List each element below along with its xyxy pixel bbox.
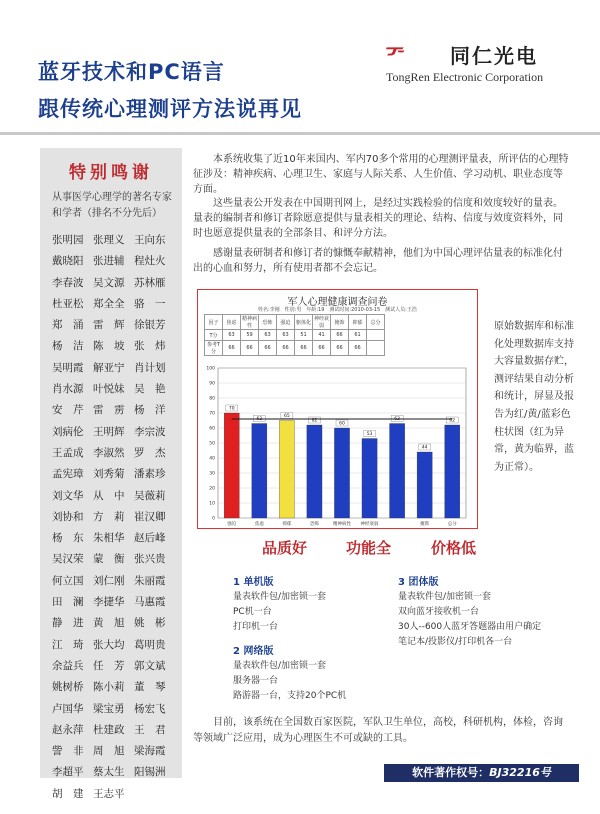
usage-paragraph: 目前，该系统在全国数百家医院，军队卫生单位，高校，科研机构，体检，咨询等领域广泛应用，成为心理医生不可或缺的工具。	[193, 717, 563, 744]
intro-paragraph-1: 本系统收集了近10年来国内、军内70多个常用的心理测评量表，所评估的心理特征涉及：精神疾病、心理卫生、家庭与人际关系、人生价值、学习动机、职业态度等方面。	[193, 154, 569, 195]
expert-name: 解亚宁	[93, 361, 125, 374]
expert-name: 阳锡洲	[134, 766, 166, 779]
name-row	[52, 722, 182, 743]
expert-name: 肖水源	[52, 383, 84, 396]
table-cell: 59	[241, 330, 259, 341]
name-row	[52, 445, 182, 466]
table-cell: 66	[331, 341, 349, 356]
table-cell: 66	[313, 341, 331, 356]
expert-name: 杨 洁	[52, 340, 84, 353]
value-label: 62	[311, 418, 318, 424]
copyright-label: 软件著作权号：	[412, 766, 490, 779]
name-row	[52, 658, 182, 679]
expert-name: 杨 洋	[134, 404, 166, 417]
table-cell: 抑郁	[349, 315, 367, 330]
expert-name: 王志平	[93, 787, 125, 800]
copyright-text	[384, 764, 579, 782]
value-label: 44	[421, 445, 428, 451]
expert-name: 蒙 衡	[93, 553, 125, 566]
y-tick-label: 80	[209, 396, 215, 402]
table-cell: 66	[259, 341, 277, 356]
edition-single-item: 打印机一台	[233, 622, 279, 632]
expert-name: 雷 雳	[93, 404, 125, 417]
headline-line2: 跟传统心理测评方法说再见	[38, 97, 302, 121]
slogan-price: 价格低	[431, 539, 477, 557]
edition-network-item: 服务器一台	[233, 676, 279, 686]
expert-name: 李捷华	[93, 596, 125, 609]
expert-name-list	[52, 232, 182, 807]
expert-name: 潘素珍	[134, 468, 166, 481]
table-cell: 51	[295, 330, 313, 341]
name-row	[52, 743, 182, 764]
name-row	[52, 253, 182, 274]
bar	[445, 425, 460, 518]
expert-name: 罗 杰	[134, 446, 166, 459]
expert-name: 刘文华	[52, 489, 84, 502]
name-row	[52, 275, 182, 296]
value-label: 63	[394, 416, 400, 422]
edition-group-item: 笔记本/投影仪/打印机各一台	[398, 637, 513, 647]
y-tick-label: 50	[209, 441, 215, 447]
expert-name: 张 炜	[134, 340, 166, 353]
edition-group-item: 双向蓝牙接收机一台	[398, 607, 480, 617]
expert-name: 杜建政	[93, 723, 125, 736]
x-tick-label: 精神病性	[333, 522, 351, 527]
tongren-logo-icon	[386, 38, 446, 68]
expert-name: 王孟成	[52, 446, 84, 459]
x-tick-label: 总分	[447, 522, 457, 527]
name-row	[52, 764, 182, 785]
table-cell: 强迫	[277, 315, 295, 330]
expert-name: 蔡太生	[93, 766, 125, 779]
expert-name: 张兴贵	[134, 553, 166, 566]
table-cell: 躯体化	[295, 315, 313, 330]
expert-name: 卢国华	[52, 702, 84, 715]
y-tick-label: 70	[209, 411, 215, 417]
y-tick-label: 40	[209, 456, 215, 462]
table-cell: 66	[223, 341, 241, 356]
expert-name: 马惠霞	[134, 596, 166, 609]
expert-name: 王 君	[134, 723, 166, 736]
edition-network-title: 2 网络版	[233, 646, 274, 657]
expert-name: 葛明贵	[134, 638, 166, 651]
value-label: 63	[256, 416, 263, 422]
expert-name: 李淑然	[93, 446, 125, 459]
expert-name: 刘协和	[52, 510, 84, 523]
expert-name: 雷 辉	[93, 319, 125, 332]
name-row	[52, 615, 182, 636]
expert-name: 刘秀菊	[93, 468, 125, 481]
expert-name: 李宗波	[134, 425, 166, 438]
bar	[307, 425, 322, 518]
expert-name: 余益兵	[52, 659, 84, 672]
x-tick-label: 抑郁	[282, 522, 292, 527]
name-row	[52, 679, 182, 700]
expert-name: 张进辅	[93, 255, 125, 268]
expert-name: 徐银芳	[134, 319, 166, 332]
table-cell: 恐怖	[259, 315, 277, 330]
expert-name: 任 芳	[93, 659, 125, 672]
name-row	[52, 381, 182, 402]
slogan-function: 功能全	[346, 539, 392, 557]
table-cell: 参考T分	[205, 341, 223, 356]
expert-name: 王向东	[134, 234, 166, 246]
expert-name: 胡 建	[52, 787, 84, 800]
name-row	[52, 296, 182, 317]
expert-name: 张理义	[93, 234, 125, 246]
score-bar-chart	[198, 290, 477, 528]
expert-name: 何立国	[52, 574, 84, 587]
expert-name: 刘仁刚	[93, 574, 125, 587]
expert-name: 杨 东	[52, 532, 84, 545]
slogan-quality: 品质好	[262, 539, 308, 557]
table-cell: 神经衰弱	[313, 316, 329, 329]
table-cell: 总分	[367, 315, 385, 330]
thanks-note: 从事医学心理学的著名专家和学者（排名不分先后）	[52, 192, 172, 219]
expert-name: 郑 涌	[52, 319, 84, 332]
edition-group-title: 3 团体版	[398, 577, 439, 588]
expert-name: 朱丽霞	[134, 574, 166, 587]
logo-name: 同仁光电	[450, 44, 538, 68]
bar	[279, 421, 294, 519]
value-label: 60	[339, 421, 345, 427]
y-tick-label: 20	[209, 486, 215, 492]
value-label: 53	[366, 431, 373, 437]
expert-name: 方 莉	[93, 510, 125, 523]
expert-name: 訾 非	[52, 745, 84, 758]
bar	[334, 428, 349, 518]
name-row	[52, 488, 182, 509]
table-cell: 66	[277, 341, 295, 356]
expert-name: 吴文源	[93, 276, 125, 289]
value-label: 62	[449, 418, 456, 424]
name-row	[52, 360, 182, 381]
table-cell: 41	[313, 330, 331, 341]
y-tick-label: 60	[209, 426, 215, 432]
table-cell: T分	[205, 330, 223, 341]
header-divider	[0, 132, 600, 135]
table-cell: 66	[331, 330, 349, 341]
expert-name: 杜亚松	[52, 297, 84, 310]
report-title: 军人心理健康调查问卷	[287, 297, 388, 308]
name-row	[52, 701, 182, 722]
intro-paragraph-2: 这些量表公开发表在中国期刊网上，是经过实践检验的信度和效度较好的量表。量表的编制者和修订者除愿意提供与量表相关的理论、结构、信度与效度资料外，同时也愿意提供量表的全部条目、和评分方法。	[193, 198, 563, 239]
expert-name: 崔汉卿	[134, 510, 166, 523]
expert-name: 董 琴	[134, 681, 166, 694]
expert-name: 赵后峰	[134, 532, 166, 545]
name-row	[52, 551, 182, 572]
expert-name: 叶悦妹	[93, 383, 125, 396]
bar	[224, 413, 239, 518]
expert-name: 陈小莉	[93, 681, 125, 694]
chart-description: 原始数据库和标准化处理数据库支持大容量数据存贮，测评结果自动分析和统计，屏显及报告为红/黄/蓝彩色柱状图（红为异常，黄为临界，蓝为正常）。	[494, 321, 574, 473]
name-row	[52, 637, 182, 658]
edition-single-title: 1 单机版	[233, 577, 274, 588]
table-cell: 61	[349, 330, 367, 341]
expert-name: 周 旭	[93, 745, 125, 758]
expert-name: 陈 坡	[93, 340, 125, 353]
name-row	[52, 573, 182, 594]
value-label: 65	[284, 413, 290, 419]
expert-name: 朱相华	[93, 532, 125, 545]
expert-name: 赵永萍	[52, 723, 84, 736]
report-chart-panel	[197, 289, 478, 529]
x-tick-label: 掩饰	[420, 522, 430, 527]
expert-name: 黄 旭	[93, 617, 125, 630]
table-cell: 66	[295, 341, 313, 356]
expert-name: 吴明霞	[52, 361, 84, 374]
expert-name: 肖计划	[134, 361, 166, 374]
table-cell: 66	[349, 341, 367, 356]
table-cell: 63	[223, 330, 241, 341]
bar	[252, 424, 267, 519]
bar	[417, 452, 432, 518]
expert-name: 孟宪璋	[52, 468, 84, 481]
expert-name: 田 澜	[52, 596, 84, 609]
table-cell: 掩饰	[331, 315, 349, 330]
expert-name: 吴薇莉	[134, 489, 166, 502]
logo-english: TongRen Electronic Corporation	[386, 70, 544, 84]
edition-group-item: 量表软件包/加密锁一套	[398, 592, 492, 602]
expert-name: 李超平	[52, 766, 84, 779]
bar	[390, 424, 405, 519]
expert-name: 江 琦	[52, 638, 84, 651]
table-cell: 焦虑	[223, 315, 241, 330]
intro-paragraph-3: 感谢量表研制者和修订者的慷慨奉献精神，他们为中国心理评估量表的标准化付出的心血和努力，所有使用者都不会忘记。	[193, 248, 563, 274]
expert-name: 王明辉	[93, 425, 125, 438]
name-row	[52, 466, 182, 487]
y-tick-label: 30	[209, 471, 215, 477]
expert-name: 从 中	[93, 489, 125, 502]
expert-name: 苏林雁	[134, 276, 166, 289]
edition-network-item: 路游器一台，支持20个PC机	[233, 691, 347, 701]
name-row	[52, 424, 182, 445]
thanks-heading: 特别鸣谢	[69, 163, 153, 183]
x-tick-label: 神经衰弱	[360, 522, 379, 527]
y-tick-label: 90	[209, 381, 215, 387]
name-row	[52, 317, 182, 338]
table-cell: 63	[277, 330, 295, 341]
report-subtitle: 姓名:李刚 性别:男 年龄:19 测试时间:2010-03-15 测试人员:王浩	[258, 307, 417, 313]
y-tick-label: 10	[209, 501, 215, 507]
expert-name	[134, 786, 175, 807]
expert-name: 戴晓阳	[52, 255, 84, 268]
expert-name: 骆 一	[134, 297, 166, 310]
name-row	[52, 509, 182, 530]
expert-name: 安 芹	[52, 404, 84, 417]
edition-single-item: PC机一台	[233, 607, 272, 617]
table-cell: 63	[259, 330, 277, 341]
expert-name: 梁海霞	[134, 745, 166, 758]
expert-name: 郭文斌	[134, 659, 166, 672]
y-tick-label: 100	[206, 366, 215, 372]
expert-name: 张大均	[93, 638, 125, 651]
edition-single-item: 量表软件包/加密锁一套	[233, 592, 327, 602]
x-tick-label: 强迫	[227, 522, 237, 527]
edition-network-item: 量表软件包/加密锁一套	[233, 661, 327, 671]
expert-name: 张明园	[52, 234, 84, 246]
table-cell: 66	[241, 341, 259, 356]
x-tick-label: 恐怖	[309, 522, 319, 527]
expert-name: 吴 艳	[134, 383, 166, 396]
value-label: 70	[228, 406, 235, 412]
expert-name: 程灶火	[134, 255, 166, 268]
expert-name: 郑全全	[93, 297, 125, 310]
name-row	[52, 786, 182, 807]
expert-name: 杨宏飞	[134, 702, 166, 715]
expert-name: 静 进	[52, 617, 84, 630]
headline-line1: 蓝牙技术和PC语言	[38, 60, 225, 84]
expert-name: 刘病伦	[52, 425, 84, 438]
expert-name: 李春波	[52, 276, 84, 289]
name-row	[52, 232, 182, 253]
x-tick-label: 焦虑	[254, 522, 264, 527]
name-row	[52, 402, 182, 423]
name-row	[52, 530, 182, 551]
y-tick-label: 0	[212, 516, 215, 522]
bar	[362, 439, 377, 519]
name-row	[52, 594, 182, 615]
expert-name: 梁宝勇	[93, 702, 125, 715]
table-cell: 精神病性	[241, 316, 257, 329]
expert-name: 姚树桥	[52, 681, 84, 694]
table-cell: 因子	[205, 315, 223, 330]
expert-name: 姚 彬	[134, 617, 166, 630]
expert-name: 吴汉荣	[52, 553, 84, 566]
copyright-number: BJ32216号	[489, 766, 551, 779]
name-row	[52, 338, 182, 359]
edition-group-item: 30人--600人蓝牙答题器由用户确定	[398, 622, 542, 632]
